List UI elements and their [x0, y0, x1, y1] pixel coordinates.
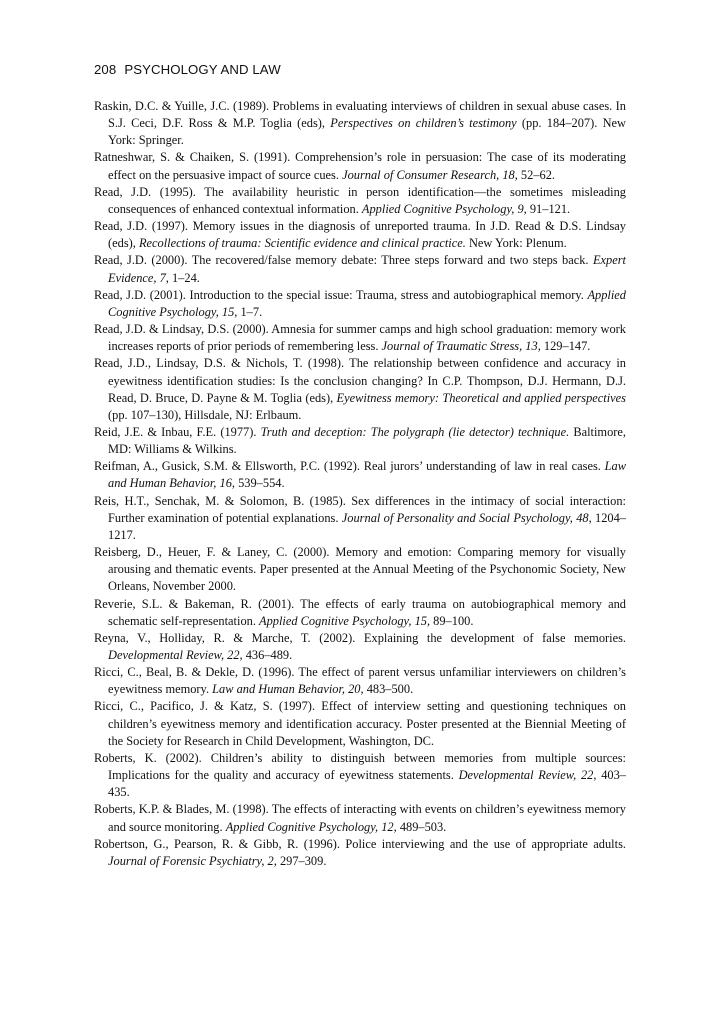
reference-entry: Read, J.D. & Lindsay, D.S. (2000). Amnesia for summer camps and high school graduation: memory work increases reports of prior periods of remembering less. Journal of Traumatic Stress, 13, 129–147.	[94, 322, 626, 354]
reference-entry: Reverie, S.L. & Bakeman, R. (2001). The effects of early trauma on autobiographical memory and schematic self-representation. Applied Cognitive Psychology, 15, 89–100.	[94, 596, 626, 628]
reference-entry: Reis, H.T., Senchak, M. & Solomon, B. (1985). Sex differences in the intimacy of social interaction: Further examination of potential explanations. Journal of Personality and Social Psychology, 48, 1204–1217.	[94, 493, 626, 542]
reference-entry: Ricci, C., Pacifico, J. & Katz, S. (1997). Effect of interview setting and questioning techniques on children’s eyewitness memory and identification accuracy. Poster presented at the Biennial Meeting of the Society for Research in Child Development, Washington, DC.	[94, 699, 626, 748]
reference-list	[94, 98, 626, 870]
reference-entry: Reifman, A., Gusick, S.M. & Ellsworth, P.C. (1992). Real jurors’ understanding of law in real cases. Law and Human Behavior, 16, 539–554.	[94, 459, 626, 491]
reference-entry: Ratneshwar, S. & Chaiken, S. (1991). Comprehension’s role in persuasion: The case of its moderating effect on the persuasive impact of source cues. Journal of Consumer Research, 18, 52–62.	[94, 150, 626, 182]
reference-entry: Raskin, D.C. & Yuille, J.C. (1989). Problems in evaluating interviews of children in sexual abuse cases. In S.J. Ceci, D.F. Ross & M.P. Toglia (eds), Perspectives on children’s testimony (pp. 184–207). New York: Springer.	[94, 99, 626, 148]
reference-entry: Read, J.D. (2001). Introduction to the special issue: Trauma, stress and autobiographical memory. Applied Cognitive Psychology, 15, 1–7.	[94, 287, 626, 319]
reference-entry: Read, J.D. (1997). Memory issues in the diagnosis of unreported trauma. In J.D. Read & D.S. Lindsay (eds), Recollections of trauma: Scientific evidence and clinical practice. New York: Plenum.	[94, 219, 626, 251]
reference-entry: Ricci, C., Beal, B. & Dekle, D. (1996). The effect of parent versus unfamiliar interviewers on children’s eyewitness memory. Law and Human Behavior, 20, 483–500.	[94, 665, 626, 697]
reference-entry: Reyna, V., Holliday, R. & Marche, T. (2002). Explaining the development of false memories. Developmental Review, 22, 436–489.	[94, 630, 626, 662]
reference-entry: Reid, J.E. & Inbau, F.E. (1977). Truth and deception: The polygraph (lie detector) technique. Baltimore, MD: Williams & Wilkins.	[94, 424, 626, 457]
reference-entry: Read, J.D., Lindsay, D.S. & Nichols, T. (1998). The relationship between confidence and accuracy in eyewitness identification studies: Is the conclusion changing? In C.P. Thompson, D.J. Hermann, D.J. Read, D. Bruce, D. Payne & M. Toglia (eds), Eyewitness memory: Theoretical and applied perspectives (pp. 107–130), Hillsdale, NJ: Erlbaum.	[94, 356, 626, 422]
running-title: PSYCHOLOGY AND LAW	[124, 62, 281, 77]
reference-entry: Roberts, K. (2002). Children’s ability to distinguish between memories from multiple sources: Implications for the quality and accuracy of eyewitness statements. Developmental Review, 22, 403–435.	[94, 750, 627, 800]
reference-entry: Read, J.D. (2000). The recovered/false memory debate: Three steps forward and two steps back. Expert Evidence, 7, 1–24.	[94, 253, 626, 285]
page-number: 208	[94, 62, 117, 77]
reference-entry: Read, J.D. (1995). The availability heuristic in person identification—the sometimes misleading consequences of enhanced contextual information. Applied Cognitive Psychology, 9, 91–121.	[94, 184, 626, 216]
reference-entry: Roberts, K.P. & Blades, M. (1998). The effects of interacting with events on children’s eyewitness memory and source monitoring. Applied Cognitive Psychology, 12, 489–503.	[94, 802, 626, 834]
running-header	[94, 62, 634, 77]
reference-entry: Robertson, G., Pearson, R. & Gibb, R. (1996). Police interviewing and the use of appropriate adults. Journal of Forensic Psychiatry, 2, 297–309.	[94, 836, 626, 868]
reference-entry: Reisberg, D., Heuer, F. & Laney, C. (2000). Memory and emotion: Comparing memory for visually arousing and thematic events. Paper presented at the Annual Meeting of the Psychonomic Society, New Orleans, November 2000.	[94, 545, 626, 594]
